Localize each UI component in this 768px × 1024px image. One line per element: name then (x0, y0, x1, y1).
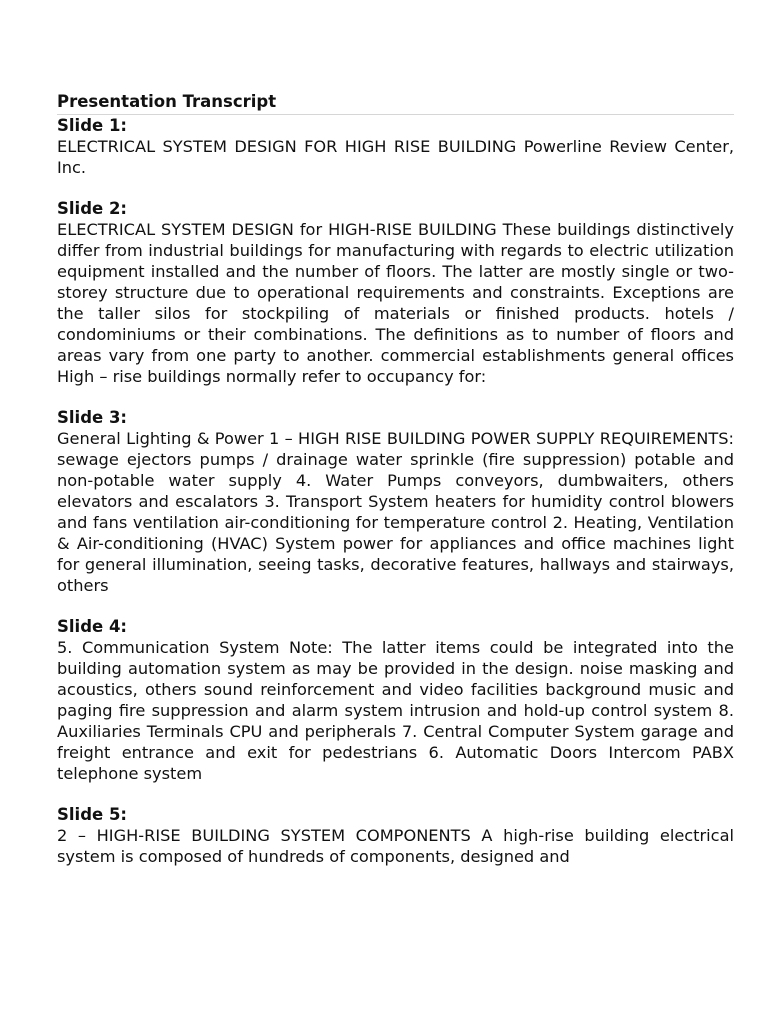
slide-3 (57, 407, 734, 596)
slide-5 (57, 804, 734, 867)
transcript-page (57, 91, 734, 887)
slide-2 (57, 198, 734, 387)
slide-heading: Slide 3: (57, 408, 128, 427)
slide-heading: Slide 2: (57, 199, 128, 218)
slide-4 (57, 616, 734, 784)
slide-text: 2 – HIGH-RISE BUILDING SYSTEM COMPONENTS A high-rise building electrical system is composed of hundreds of components, designed and (57, 826, 734, 866)
document-title: Presentation Transcript (57, 91, 734, 115)
slide-heading: Slide 1: (57, 116, 128, 135)
slide-text: General Lighting & Power 1 – HIGH RISE BUILDING POWER SUPPLY REQUIREMENTS: sewage ejectors pumps / drainage water sprinkle (fire suppression) potable and non-potable water supply 4. Water Pumps conveyors, dumbwaiters, others elevators and escalators 3. Transport System heaters for humidity control blowers and fans ventilation air-conditioning for temperature control 2. Heating, Ventilation & Air-conditioning (HVAC) System power for appliances and office machines light for general illumination, seeing tasks, decorative features, hallways and stairways, others (57, 429, 734, 595)
slide-text: ELECTRICAL SYSTEM DESIGN for HIGH-RISE BUILDING These buildings distinctively differ from industrial buildings for manufacturing with regards to electric utilization equipment installed and the number of floors. The latter are mostly single or two-storey structure due to operational requirements and constraints. Exceptions are the taller silos for stockpiling of materials or finished products. hotels / condominiums or their combinations. The definitions as to number of floors and areas vary from one party to another. commercial establishments general offices High – rise buildings normally refer to occupancy for: (57, 220, 734, 386)
slide-heading: Slide 5: (57, 805, 128, 824)
slide-heading: Slide 4: (57, 617, 128, 636)
slide-text: ELECTRICAL SYSTEM DESIGN FOR HIGH RISE BUILDING Powerline Review Center, Inc. (57, 137, 734, 177)
slide-text: 5. Communication System Note: The latter items could be integrated into the building automation system as may be provided in the design. noise masking and acoustics, others sound reinforcement and video facilities background music and paging fire suppression and alarm system intrusion and hold-up control system 8. Auxiliaries Terminals CPU and peripherals 7. Central Computer System garage and freight entrance and exit for pedestrians 6. Automatic Doors Intercom PABX telephone system (57, 638, 734, 783)
slide-1 (57, 115, 734, 178)
